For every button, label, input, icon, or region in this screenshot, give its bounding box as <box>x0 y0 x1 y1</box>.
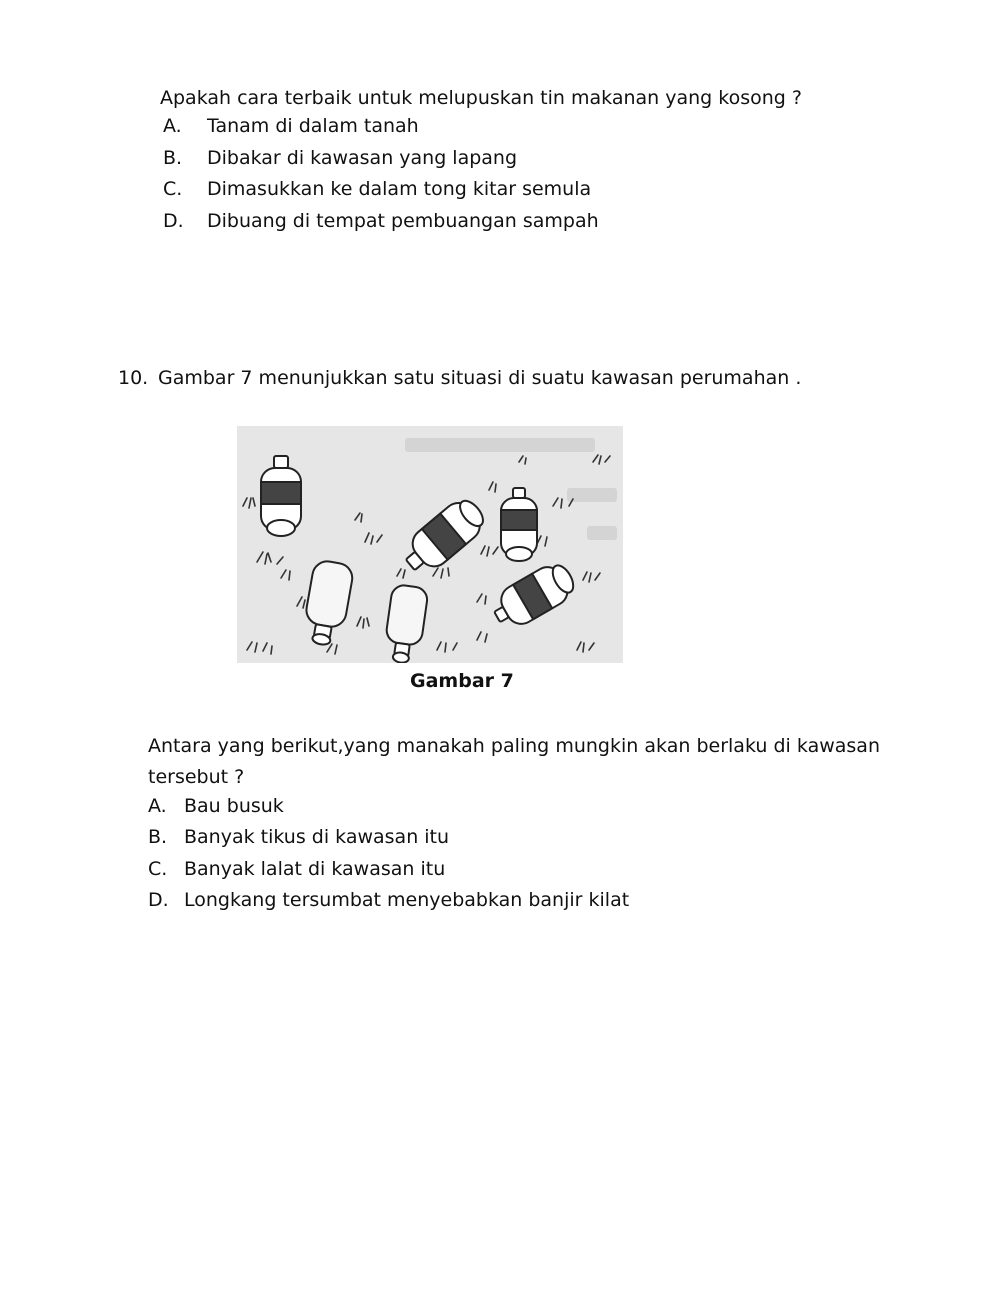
q9-option-c-letter: C. <box>163 178 183 200</box>
q10-number: 10. <box>118 367 149 389</box>
q10-option-b-letter: B. <box>148 826 168 848</box>
q9-option-b-text: Dibakar di kawasan yang lapang <box>207 147 518 169</box>
q10-option-c-letter: C. <box>148 858 168 880</box>
q9-option-d-letter: D. <box>163 210 184 232</box>
bottles-on-grass-image <box>237 426 623 663</box>
q9-option-b-letter: B. <box>163 147 183 169</box>
q10-option-b-text: Banyak tikus di kawasan itu <box>184 826 450 848</box>
q10-option-c-text: Banyak lalat di kawasan itu <box>184 858 446 880</box>
q9-option-a-letter: A. <box>163 115 182 137</box>
q10-option-d-letter: D. <box>148 889 169 911</box>
q9-option-a-text: Tanam di dalam tanah <box>207 115 419 137</box>
q10-option-a-text: Bau busuk <box>184 795 284 817</box>
q10-question-line1: Antara yang berikut,yang manakah paling mungkin akan berlaku di kawasan <box>148 735 880 757</box>
q9-option-c-text: Dimasukkan ke dalam tong kitar semula <box>207 178 592 200</box>
bottles-illustration <box>237 426 623 663</box>
q10-intro: Gambar 7 menunjukkan satu situasi di suatu kawasan perumahan . <box>158 367 802 389</box>
q10-option-d-text: Longkang tersumbat menyebabkan banjir kilat <box>184 889 630 911</box>
q9-question: Apakah cara terbaik untuk melupuskan tin makanan yang kosong ? <box>160 87 802 109</box>
q10-option-a-letter: A. <box>148 795 167 817</box>
q10-question-line2: tersebut ? <box>148 766 245 788</box>
q9-option-d-text: Dibuang di tempat pembuangan sampah <box>207 210 599 232</box>
figure-caption: Gambar 7 <box>410 670 514 692</box>
